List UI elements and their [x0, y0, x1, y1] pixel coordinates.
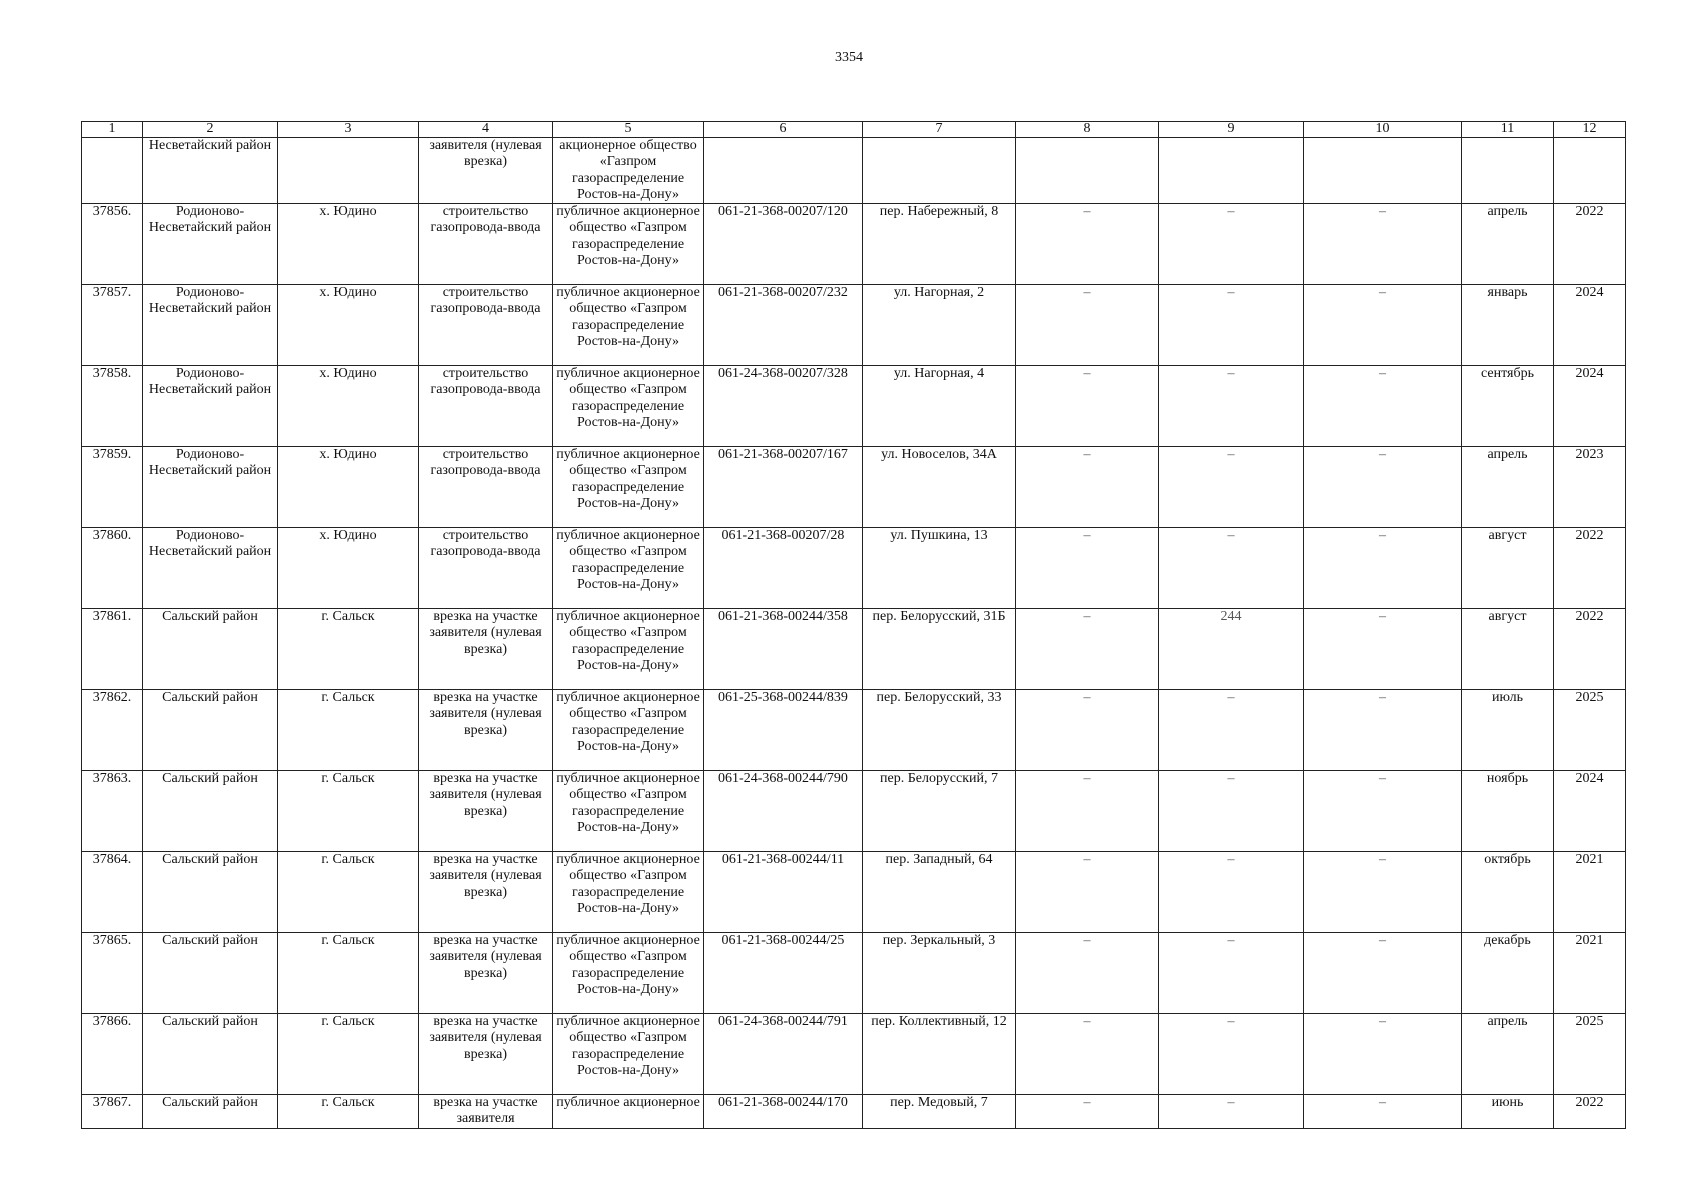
cell-col10: –: [1304, 852, 1462, 933]
cell-work-type: врезка на участке заявителя (нулевая врезка): [419, 933, 553, 1014]
cell-code: 061-24-368-00207/328: [704, 366, 863, 447]
column-header: 10: [1304, 122, 1462, 138]
cell-number: 37856.: [82, 204, 143, 285]
cell-number: 37857.: [82, 285, 143, 366]
cell-col9: –: [1159, 204, 1304, 285]
cell-col9: –: [1159, 933, 1304, 1014]
cell-district: Родионово-Несветайский район: [143, 528, 278, 609]
cell-month: октябрь: [1462, 852, 1554, 933]
cell-number: 37865.: [82, 933, 143, 1014]
cell-district: Родионово-Несветайский район: [143, 285, 278, 366]
cell-month: апрель: [1462, 204, 1554, 285]
table-header: [82, 122, 1626, 138]
cell-work-type: строительство газопровода-ввода: [419, 447, 553, 528]
cell-col10: –: [1304, 447, 1462, 528]
cell-settlement: х. Юдино: [278, 447, 419, 528]
cell-district: Сальский район: [143, 1014, 278, 1095]
cell-organization: публичное акционерное общество «Газпром газораспределение Ростов-на-Дону»: [553, 285, 704, 366]
cell-settlement: г. Сальск: [278, 690, 419, 771]
table-body: [82, 138, 1626, 1095]
table-row: [82, 366, 1626, 447]
cell-work-type: врезка на участке заявителя (нулевая врезка): [419, 771, 553, 852]
cell-number: 37866.: [82, 1014, 143, 1095]
cell-code: 061-21-368-00207/167: [704, 447, 863, 528]
cell-month: январь: [1462, 285, 1554, 366]
cell-organization: публичное акционерное общество «Газпром газораспределение Ростов-на-Дону»: [553, 447, 704, 528]
cell-organization: публичное акционерное: [553, 1095, 704, 1129]
page-number: 3354: [835, 50, 863, 65]
cell-organization: публичное акционерное общество «Газпром газораспределение Ростов-на-Дону»: [553, 528, 704, 609]
registry-table: [81, 121, 1626, 1129]
cell-work-type: строительство газопровода-ввода: [419, 285, 553, 366]
cell-code: [704, 138, 863, 204]
cell-settlement: г. Сальск: [278, 1014, 419, 1095]
cell-year: 2024: [1554, 771, 1626, 852]
cell-col9: –: [1159, 528, 1304, 609]
cell-year: 2021: [1554, 933, 1626, 1014]
table-row: [82, 852, 1626, 933]
cell-work-type: заявителя (нулевая врезка): [419, 138, 553, 204]
cell-organization: публичное акционерное общество «Газпром газораспределение Ростов-на-Дону»: [553, 933, 704, 1014]
cell-organization: публичное акционерное общество «Газпром газораспределение Ростов-на-Дону»: [553, 366, 704, 447]
cell-col8: –: [1016, 285, 1159, 366]
cell-col10: –: [1304, 366, 1462, 447]
cell-col9: –: [1159, 1014, 1304, 1095]
cell-organization: публичное акционерное общество «Газпром газораспределение Ростов-на-Дону»: [553, 690, 704, 771]
cell-month: апрель: [1462, 1014, 1554, 1095]
cell-district: Родионово-Несветайский район: [143, 447, 278, 528]
cell-settlement: г. Сальск: [278, 771, 419, 852]
cell-number: 37862.: [82, 690, 143, 771]
cell-district: Сальский район: [143, 690, 278, 771]
cell-col10: [1304, 138, 1462, 204]
cell-month: июнь: [1462, 1095, 1554, 1129]
cell-year: 2025: [1554, 690, 1626, 771]
cell-col8: –: [1016, 852, 1159, 933]
cell-code: 061-21-368-00244/11: [704, 852, 863, 933]
cell-work-type: врезка на участке заявителя (нулевая врезка): [419, 609, 553, 690]
cell-col9: –: [1159, 1095, 1304, 1129]
cell-year: [1554, 138, 1626, 204]
column-header: 8: [1016, 122, 1159, 138]
cell-code: 061-24-368-00244/791: [704, 1014, 863, 1095]
cell-year: 2022: [1554, 609, 1626, 690]
cell-district: Несветайский район: [143, 138, 278, 204]
cell-code: 061-21-368-00207/120: [704, 204, 863, 285]
cell-settlement: х. Юдино: [278, 204, 419, 285]
cell-year: 2025: [1554, 1014, 1626, 1095]
cell-address: пер. Медовый, 7: [863, 1095, 1016, 1129]
cell-col10: –: [1304, 933, 1462, 1014]
cell-col10: –: [1304, 1095, 1462, 1129]
cell-settlement: х. Юдино: [278, 366, 419, 447]
cell-number: 37860.: [82, 528, 143, 609]
cell-year: 2024: [1554, 285, 1626, 366]
cell-year: 2021: [1554, 852, 1626, 933]
cell-col9: –: [1159, 690, 1304, 771]
cell-address: пер. Белорусский, 33: [863, 690, 1016, 771]
cell-col8: –: [1016, 1095, 1159, 1129]
table-row-continuation: [82, 138, 1626, 204]
cell-year: 2023: [1554, 447, 1626, 528]
cell-district: Сальский район: [143, 1095, 278, 1129]
cell-col8: –: [1016, 447, 1159, 528]
cell-col10: –: [1304, 1014, 1462, 1095]
cell-number: 37867.: [82, 1095, 143, 1129]
cell-col10: –: [1304, 204, 1462, 285]
cell-work-type: врезка на участке заявителя: [419, 1095, 553, 1129]
table-row-last: [82, 1095, 1626, 1129]
column-header: 5: [553, 122, 704, 138]
cell-code: 061-24-368-00244/790: [704, 771, 863, 852]
cell-year: 2022: [1554, 1095, 1626, 1129]
cell-col8: –: [1016, 933, 1159, 1014]
table-row: [82, 447, 1626, 528]
cell-address: пер. Коллективный, 12: [863, 1014, 1016, 1095]
cell-year: 2022: [1554, 204, 1626, 285]
cell-organization: публичное акционерное общество «Газпром газораспределение Ростов-на-Дону»: [553, 204, 704, 285]
cell-address: пер. Белорусский, 7: [863, 771, 1016, 852]
cell-organization: публичное акционерное общество «Газпром газораспределение Ростов-на-Дону»: [553, 771, 704, 852]
cell-organization: публичное акционерное общество «Газпром газораспределение Ростов-на-Дону»: [553, 609, 704, 690]
cell-col8: –: [1016, 609, 1159, 690]
cell-col9: –: [1159, 285, 1304, 366]
cell-work-type: врезка на участке заявителя (нулевая врезка): [419, 1014, 553, 1095]
cell-col8: –: [1016, 690, 1159, 771]
cell-address: [863, 138, 1016, 204]
table-row: [82, 528, 1626, 609]
cell-settlement: г. Сальск: [278, 609, 419, 690]
cell-work-type: строительство газопровода-ввода: [419, 204, 553, 285]
cell-code: 061-21-368-00207/28: [704, 528, 863, 609]
cell-col8: –: [1016, 771, 1159, 852]
table-last-row-group: [82, 1095, 1626, 1129]
table-row: [82, 1014, 1626, 1095]
table-row: [82, 285, 1626, 366]
cell-code: 061-21-368-00244/358: [704, 609, 863, 690]
cell-work-type: строительство газопровода-ввода: [419, 366, 553, 447]
cell-col10: –: [1304, 609, 1462, 690]
cell-organization: публичное акционерное общество «Газпром газораспределение Ростов-на-Дону»: [553, 1014, 704, 1095]
column-header: 1: [82, 122, 143, 138]
cell-settlement: х. Юдино: [278, 285, 419, 366]
cell-address: ул. Новоселов, 34А: [863, 447, 1016, 528]
cell-address: пер. Белорусский, 31Б: [863, 609, 1016, 690]
column-header: 9: [1159, 122, 1304, 138]
cell-col10: –: [1304, 285, 1462, 366]
table-row: [82, 204, 1626, 285]
table-row: [82, 771, 1626, 852]
cell-col9: 244: [1159, 609, 1304, 690]
column-header: 4: [419, 122, 553, 138]
cell-district: Сальский район: [143, 933, 278, 1014]
cell-month: август: [1462, 609, 1554, 690]
cell-address: пер. Западный, 64: [863, 852, 1016, 933]
cell-district: Родионово-Несветайский район: [143, 204, 278, 285]
table-row: [82, 933, 1626, 1014]
cell-col8: [1016, 138, 1159, 204]
cell-col9: –: [1159, 852, 1304, 933]
cell-district: Сальский район: [143, 852, 278, 933]
cell-district: Сальский район: [143, 771, 278, 852]
column-header: 11: [1462, 122, 1554, 138]
table-row: [82, 690, 1626, 771]
cell-col8: –: [1016, 1014, 1159, 1095]
cell-organization: публичное акционерное общество «Газпром газораспределение Ростов-на-Дону»: [553, 852, 704, 933]
cell-col9: [1159, 138, 1304, 204]
column-header: 6: [704, 122, 863, 138]
column-header: 3: [278, 122, 419, 138]
column-header: 12: [1554, 122, 1626, 138]
cell-settlement: г. Сальск: [278, 852, 419, 933]
cell-month: август: [1462, 528, 1554, 609]
cell-col8: –: [1016, 366, 1159, 447]
cell-year: 2024: [1554, 366, 1626, 447]
cell-code: 061-21-368-00244/25: [704, 933, 863, 1014]
cell-address: ул. Нагорная, 4: [863, 366, 1016, 447]
cell-number: 37859.: [82, 447, 143, 528]
column-header: 7: [863, 122, 1016, 138]
cell-number: 37858.: [82, 366, 143, 447]
cell-district: Родионово-Несветайский район: [143, 366, 278, 447]
cell-district: Сальский район: [143, 609, 278, 690]
cell-address: ул. Пушкина, 13: [863, 528, 1016, 609]
cell-year: 2022: [1554, 528, 1626, 609]
table-row: [82, 609, 1626, 690]
cell-settlement: [278, 138, 419, 204]
cell-organization: акционерное общество «Газпром газораспределение Ростов-на-Дону»: [553, 138, 704, 204]
cell-month: июль: [1462, 690, 1554, 771]
cell-settlement: г. Сальск: [278, 1095, 419, 1129]
cell-work-type: врезка на участке заявителя (нулевая врезка): [419, 690, 553, 771]
cell-col10: –: [1304, 528, 1462, 609]
cell-col9: –: [1159, 771, 1304, 852]
cell-code: 061-21-368-00244/170: [704, 1095, 863, 1129]
cell-col9: –: [1159, 366, 1304, 447]
cell-month: ноябрь: [1462, 771, 1554, 852]
cell-col10: –: [1304, 771, 1462, 852]
cell-month: апрель: [1462, 447, 1554, 528]
cell-code: 061-21-368-00207/232: [704, 285, 863, 366]
cell-col8: –: [1016, 204, 1159, 285]
cell-settlement: г. Сальск: [278, 933, 419, 1014]
cell-code: 061-25-368-00244/839: [704, 690, 863, 771]
column-header: 2: [143, 122, 278, 138]
cell-number: 37861.: [82, 609, 143, 690]
cell-address: ул. Нагорная, 2: [863, 285, 1016, 366]
cell-month: сентябрь: [1462, 366, 1554, 447]
cell-address: пер. Набережный, 8: [863, 204, 1016, 285]
cell-col10: –: [1304, 690, 1462, 771]
cell-number: 37864.: [82, 852, 143, 933]
cell-month: декабрь: [1462, 933, 1554, 1014]
cell-col9: –: [1159, 447, 1304, 528]
cell-number: [82, 138, 143, 204]
cell-address: пер. Зеркальный, 3: [863, 933, 1016, 1014]
cell-settlement: х. Юдино: [278, 528, 419, 609]
cell-number: 37863.: [82, 771, 143, 852]
cell-month: [1462, 138, 1554, 204]
cell-work-type: врезка на участке заявителя (нулевая врезка): [419, 852, 553, 933]
cell-work-type: строительство газопровода-ввода: [419, 528, 553, 609]
cell-col8: –: [1016, 528, 1159, 609]
